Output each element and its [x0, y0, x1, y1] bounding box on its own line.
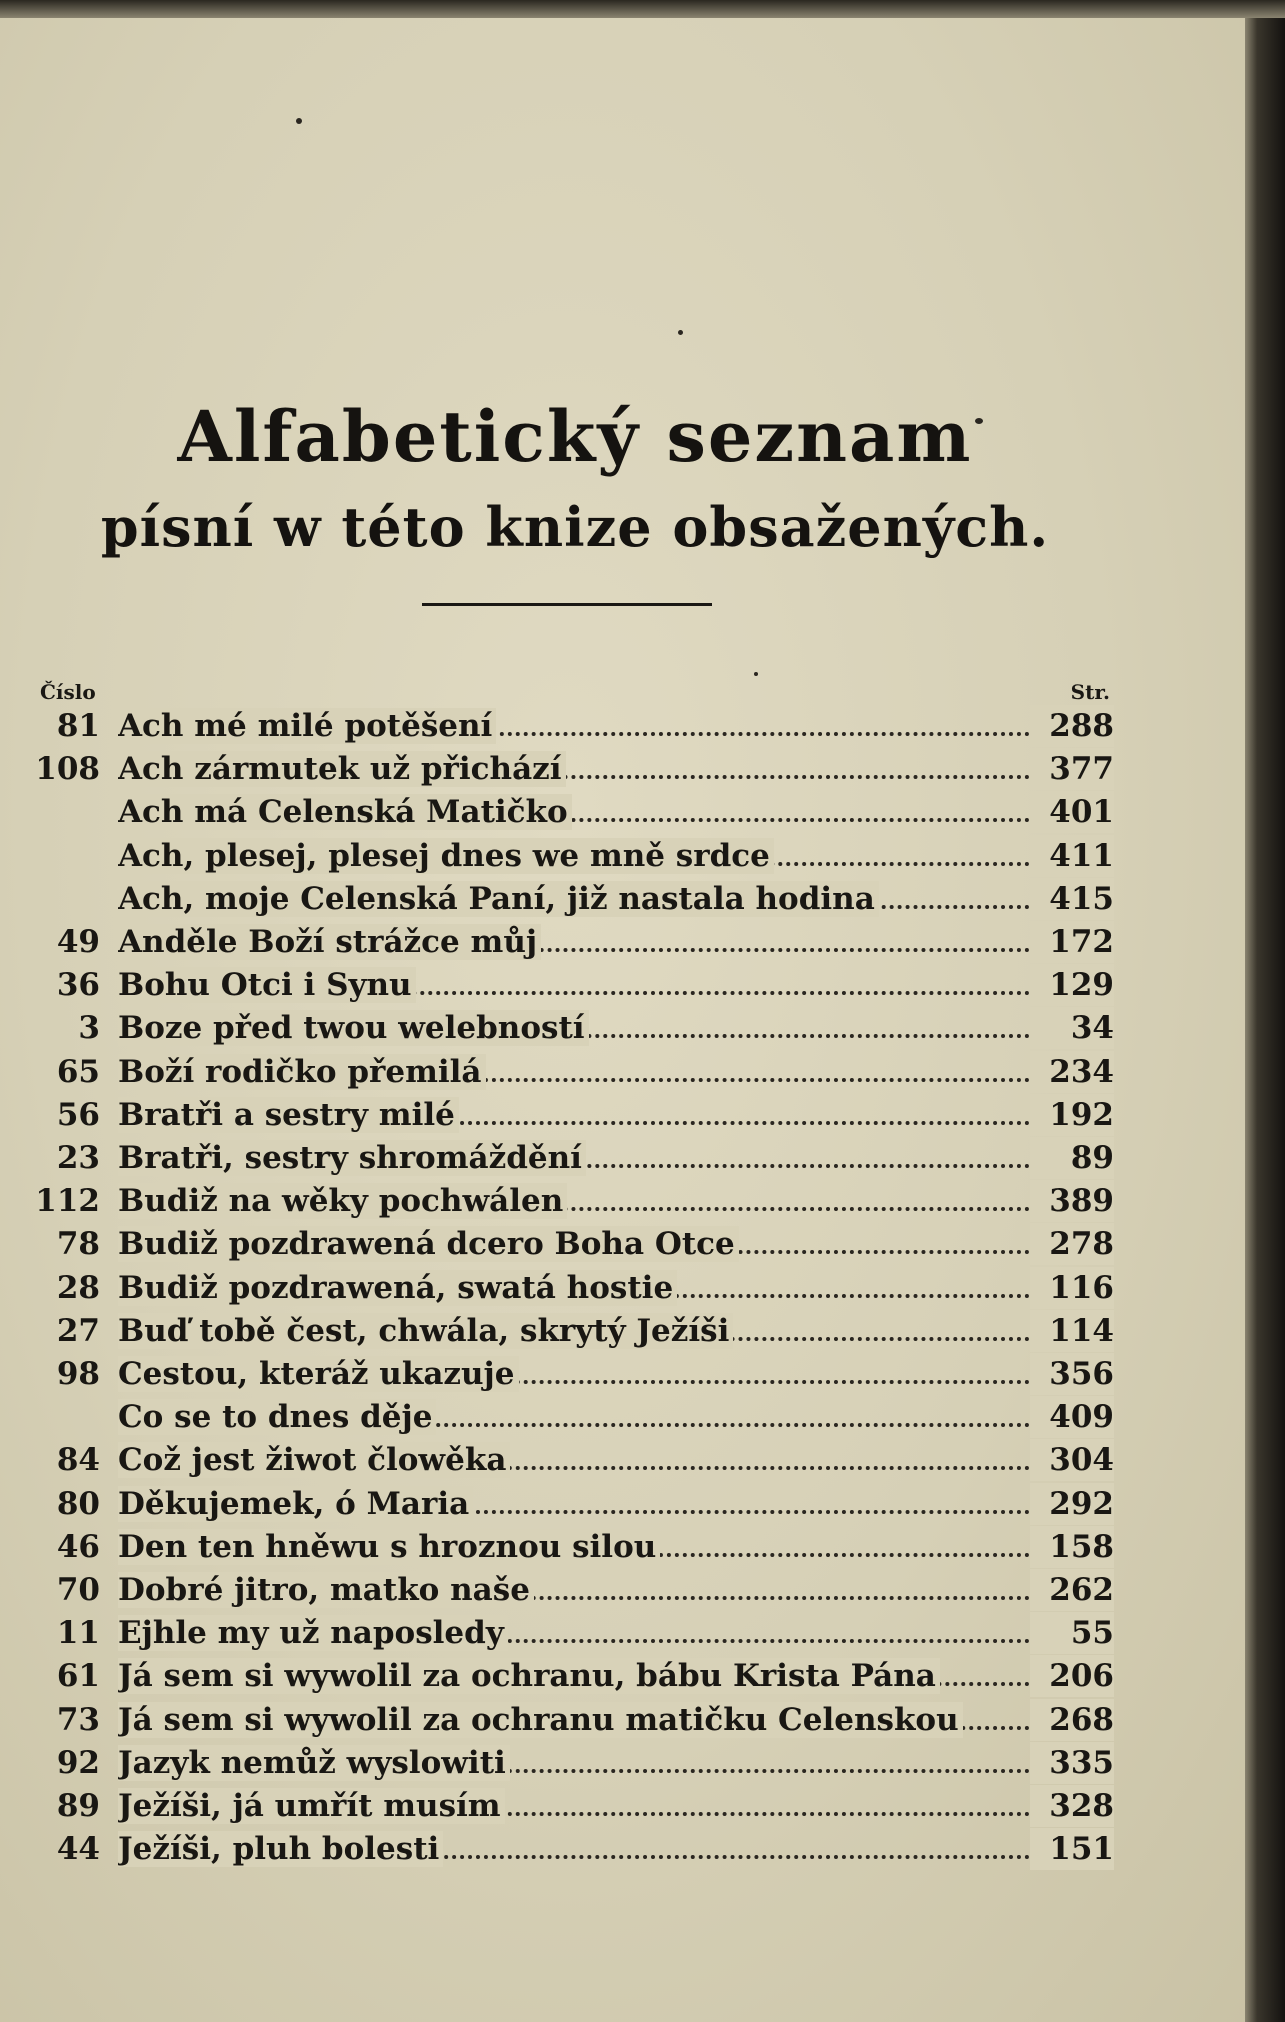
entry-page: 116 — [1030, 1267, 1114, 1309]
scan-edge — [0, 0, 1285, 18]
entry-page: 206 — [1030, 1655, 1114, 1697]
entry-title-leader — [118, 1483, 1038, 1525]
index-entry — [0, 1569, 1258, 1611]
entry-title: Bratři, sestry shromáždění — [118, 1140, 586, 1176]
entry-title-leader — [118, 791, 1038, 833]
entry-number: 92 — [56, 1744, 100, 1781]
entry-title-leader — [118, 964, 1038, 1006]
index-entry — [0, 1828, 1258, 1870]
entry-title: Ach zármutek už přichází — [118, 751, 566, 787]
column-header-number: Číslo — [40, 680, 96, 704]
entry-title-leader — [118, 1137, 1038, 1179]
entry-number: 28 — [56, 1269, 100, 1306]
entry-title: Ach má Celenská Matičko — [118, 794, 572, 830]
index-entry — [0, 748, 1258, 790]
entry-title: Anděle Boží strážce můj — [118, 924, 541, 960]
entry-title: Ejhle my už naposledy — [118, 1615, 508, 1651]
entry-page: 151 — [1030, 1828, 1114, 1870]
entry-title: Co se to dnes děje — [118, 1399, 436, 1435]
entry-page: 234 — [1030, 1051, 1114, 1093]
index-entry — [0, 964, 1258, 1006]
entry-title: Boze před twou welebností — [118, 1010, 589, 1046]
entry-page: 172 — [1030, 921, 1114, 963]
entry-title-leader — [118, 1742, 1038, 1784]
entry-title-leader — [118, 1828, 1038, 1870]
entry-title: Budiž pozdrawená dcero Boha Otce — [118, 1226, 739, 1262]
entry-title-leader — [118, 1094, 1038, 1136]
index-entry — [0, 1699, 1258, 1741]
entry-title: Ach, moje Celenská Paní, již nastala hodina — [118, 881, 879, 917]
entry-number: 44 — [56, 1831, 100, 1868]
entry-page: 278 — [1030, 1223, 1114, 1265]
index-entry — [0, 1353, 1258, 1395]
entry-page: 415 — [1030, 878, 1114, 920]
entry-title: Cestou, kteráž ukazuje — [118, 1356, 519, 1392]
entry-title-leader — [118, 1223, 1038, 1265]
index-entry — [0, 791, 1258, 833]
entry-title-leader — [118, 1007, 1038, 1049]
entry-title-leader — [118, 1180, 1038, 1222]
entry-number: 89 — [56, 1788, 100, 1824]
entry-number: 36 — [56, 967, 100, 1004]
entry-number: 27 — [56, 1312, 100, 1349]
entry-number: 81 — [56, 708, 100, 744]
entry-title: Bratři a sestry milé — [118, 1097, 459, 1133]
index-entry — [0, 1742, 1258, 1784]
index-entry — [0, 705, 1258, 747]
index-entry — [0, 1439, 1258, 1481]
index-entry — [0, 1612, 1258, 1654]
entry-title-leader — [118, 1526, 1038, 1568]
entry-number: 49 — [56, 924, 100, 960]
entry-title-leader — [118, 1267, 1038, 1309]
index-entry — [0, 1137, 1258, 1179]
index-entry — [0, 1223, 1258, 1265]
entry-title-leader — [118, 748, 1038, 790]
entry-title: Boží rodičko přemilá — [118, 1054, 486, 1090]
entry-title: Den ten hněwu s hroznou silou — [118, 1529, 660, 1565]
entry-number: 11 — [56, 1615, 100, 1652]
entry-title-leader — [118, 878, 1038, 920]
entry-title-leader — [118, 1612, 1038, 1654]
index-entry — [0, 835, 1258, 877]
entry-number: 112 — [35, 1183, 100, 1220]
entry-title: Budiž pozdrawená, swatá hostie — [118, 1270, 677, 1306]
entry-page: 328 — [1030, 1785, 1114, 1827]
entry-title-leader — [118, 1699, 1038, 1741]
entry-page: 288 — [1030, 705, 1114, 747]
entry-title: Ach, plesej, plesej dnes we mně srdce — [118, 838, 774, 874]
entry-title-leader — [118, 1310, 1038, 1352]
paper-speck — [296, 118, 302, 124]
index-entry — [0, 1007, 1258, 1049]
entry-title-leader — [118, 1353, 1038, 1395]
index-entry — [0, 878, 1258, 920]
index-entry — [0, 1094, 1258, 1136]
entry-title: Já sem si wywolil za ochranu, bábu Krista Pána — [118, 1658, 940, 1694]
entry-number: 56 — [56, 1096, 100, 1133]
entry-title: Bohu Otci i Synu — [118, 967, 416, 1003]
entry-title-leader — [118, 1439, 1038, 1481]
entry-title: Ježíši, pluh bolesti — [118, 1831, 443, 1867]
entry-page: 389 — [1030, 1180, 1114, 1222]
page-title: Alfabetický seznam — [177, 395, 973, 478]
entry-title-leader — [118, 705, 1038, 747]
index-entry — [0, 1051, 1258, 1093]
entry-number: 46 — [56, 1528, 100, 1565]
entry-page: 335 — [1030, 1742, 1114, 1784]
entry-title: Děkujemek, ó Maria — [118, 1486, 473, 1522]
index-entry — [0, 1310, 1258, 1352]
index-entry — [0, 1526, 1258, 1568]
entry-number: 61 — [56, 1658, 100, 1695]
entry-page: 411 — [1030, 835, 1114, 877]
entry-title: Budiž na wěky pochwálen — [118, 1183, 567, 1219]
entry-page: 158 — [1030, 1526, 1114, 1568]
title-divider — [422, 603, 712, 606]
page-subtitle: písní w této knize obsažených. — [100, 495, 1050, 559]
entry-page: 268 — [1030, 1699, 1114, 1741]
book-gutter — [1245, 0, 1285, 2022]
entry-number: 80 — [56, 1485, 100, 1522]
entry-page: 292 — [1030, 1483, 1114, 1525]
entry-number: 78 — [56, 1226, 100, 1263]
entry-title: Jazyk nemůž wyslowiti — [118, 1745, 510, 1781]
index-entry — [0, 921, 1258, 963]
entry-title-leader — [118, 1396, 1038, 1438]
entry-title-leader — [118, 921, 1038, 963]
entry-title: Což jest žiwot člowěka — [118, 1442, 510, 1478]
entry-title: Dobré jitro, matko naše — [118, 1572, 534, 1608]
entry-page: 192 — [1030, 1094, 1114, 1136]
entry-page: 377 — [1030, 748, 1114, 790]
entry-title: Ach mé milé potěšení — [118, 708, 496, 744]
entry-title-leader — [118, 1051, 1038, 1093]
entry-number: 65 — [56, 1053, 100, 1090]
entry-title: Ježíši, já umřít musím — [118, 1788, 505, 1824]
column-header-page: Str. — [1070, 680, 1110, 704]
paper-speck — [678, 330, 683, 335]
index-entry — [0, 1655, 1258, 1697]
entry-page: 55 — [1030, 1612, 1114, 1654]
entry-page: 304 — [1030, 1439, 1114, 1481]
index-entry — [0, 1267, 1258, 1309]
paper-speck — [975, 418, 983, 424]
entry-number: 3 — [78, 1010, 100, 1047]
index-entry — [0, 1483, 1258, 1525]
entry-title-leader — [118, 835, 1038, 877]
entry-page: 401 — [1030, 791, 1114, 833]
entry-number: 73 — [56, 1701, 100, 1738]
entry-page: 409 — [1030, 1396, 1114, 1438]
entry-page: 89 — [1030, 1137, 1114, 1179]
index-entry — [0, 1396, 1258, 1438]
paper-speck — [754, 672, 758, 676]
entry-page: 262 — [1030, 1569, 1114, 1611]
entry-title-leader — [118, 1655, 1038, 1697]
entry-page: 129 — [1030, 964, 1114, 1006]
index-entry — [0, 1180, 1258, 1222]
entry-page: 356 — [1030, 1353, 1114, 1395]
entry-number: 98 — [56, 1356, 100, 1392]
index-entry — [0, 1785, 1258, 1827]
entry-number: 108 — [35, 751, 100, 788]
entry-title-leader — [118, 1785, 1038, 1827]
entry-number: 70 — [56, 1572, 100, 1608]
entry-title: Já sem si wywolil za ochranu matičku Celenskou — [118, 1702, 963, 1738]
entry-title-leader — [118, 1569, 1038, 1611]
entry-page: 34 — [1030, 1007, 1114, 1049]
entry-number: 84 — [56, 1442, 100, 1479]
entry-page: 114 — [1030, 1310, 1114, 1352]
entry-title: Buď tobě čest, chwála, skrytý Ježíši — [118, 1313, 733, 1349]
entry-number: 23 — [56, 1140, 100, 1176]
